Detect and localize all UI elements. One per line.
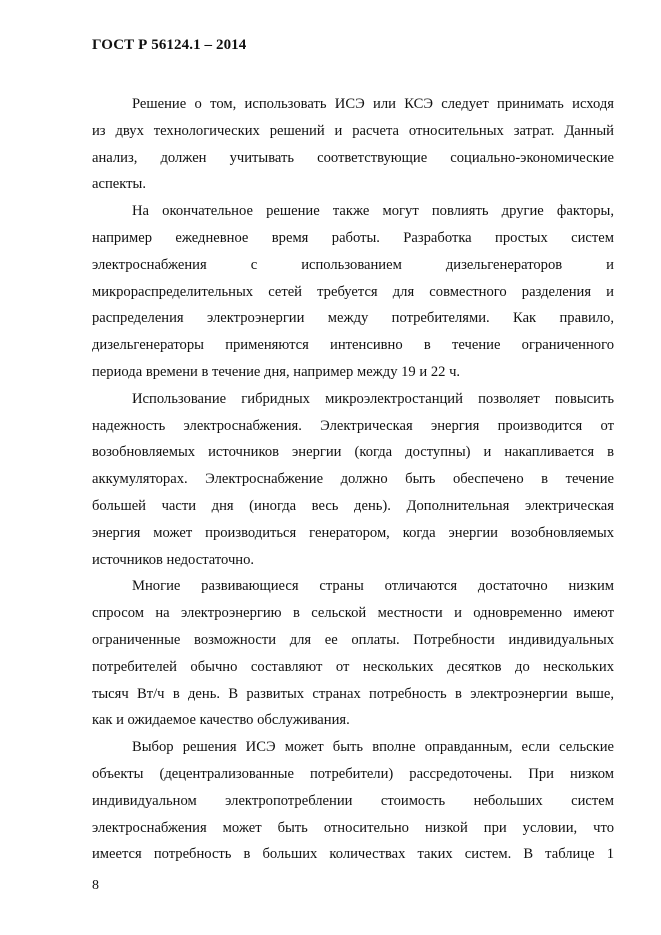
standard-designation: ГОСТ Р 56124.1 – 2014 xyxy=(92,37,247,53)
text-line: Выбор решения ИСЭ может быть вполне оправданным, если сельские xyxy=(132,739,614,756)
text-line: Решение о том, использовать ИСЭ или КСЭ следует принимать исходя xyxy=(132,96,614,112)
text-line: ограниченные возможности для ее оплаты. Потребности индивидуальных xyxy=(92,631,614,648)
text-line: аккумуляторах. Электроснабжение должно быть обеспечено в течение xyxy=(92,471,614,488)
text-line: возобновляемых источников энергии (когда доступны) и накапливается в xyxy=(92,444,614,461)
text-line: имеется потребность в больших количествах таких систем. В таблице 1 xyxy=(92,846,614,863)
paragraph xyxy=(92,386,614,574)
paragraph xyxy=(92,198,614,386)
text-line: индивидуальном электропотреблении стоимость небольших систем xyxy=(92,792,614,809)
text-line: На окончательное решение также могут повлиять другие факторы, xyxy=(132,203,614,220)
text-line: анализ, должен учитывать соответствующие социально-экономические xyxy=(92,149,614,166)
text-line: из двух технологических решений и расчета относительных затрат. Данный xyxy=(92,122,614,139)
text-line: например ежедневное время работы. Разработка простых систем xyxy=(92,229,614,246)
text-line: Использование гибридных микроэлектростанций позволяет повысить xyxy=(132,390,614,407)
text-line: микрораспределительных сетей требуется для совместного разделения и xyxy=(92,283,614,300)
text-line: потребителей обычно составляют от нескольких десятков до нескольких xyxy=(92,658,614,675)
text-line: аспекты. xyxy=(92,176,146,193)
text-line: энергия может производиться генератором, когда энергии возобновляемых xyxy=(92,524,614,541)
text-line: надежность электроснабжения. Электрическая энергия производится от xyxy=(92,417,614,434)
text-line: распределения электроэнергии между потребителями. Как правило, xyxy=(92,310,614,327)
text-line: тысяч Вт/ч в день. В развитых странах потребность в электроэнергии выше, xyxy=(92,685,614,702)
text-line: электроснабжения может быть относительно низкой при условии, что xyxy=(92,819,614,836)
paragraph xyxy=(92,573,614,734)
text-line: как и ожидаемое качество обслуживания. xyxy=(92,712,350,729)
text-line: Многие развивающиеся страны отличаются достаточно низким xyxy=(132,578,614,595)
paragraph xyxy=(92,91,614,198)
text-line: объекты (децентрализованные потребители) рассредоточены. При низком xyxy=(92,765,614,782)
body-text xyxy=(92,91,614,868)
text-line: источников недостаточно. xyxy=(92,551,255,568)
text-line: большей части дня (иногда весь день). Дополнительная электрическая xyxy=(92,497,614,514)
text-line: электроснабжения с использованием дизельгенераторов и xyxy=(92,256,614,273)
paragraph xyxy=(92,734,614,868)
page-number: 8 xyxy=(92,878,99,893)
text-line: спросом на электроэнергию в сельской местности и одновременно имеют xyxy=(92,605,614,622)
text-line: дизельгенераторы применяются интенсивно в течение ограниченного xyxy=(92,337,614,354)
text-line: периода времени в течение дня, например между 19 и 22 ч. xyxy=(92,363,461,380)
